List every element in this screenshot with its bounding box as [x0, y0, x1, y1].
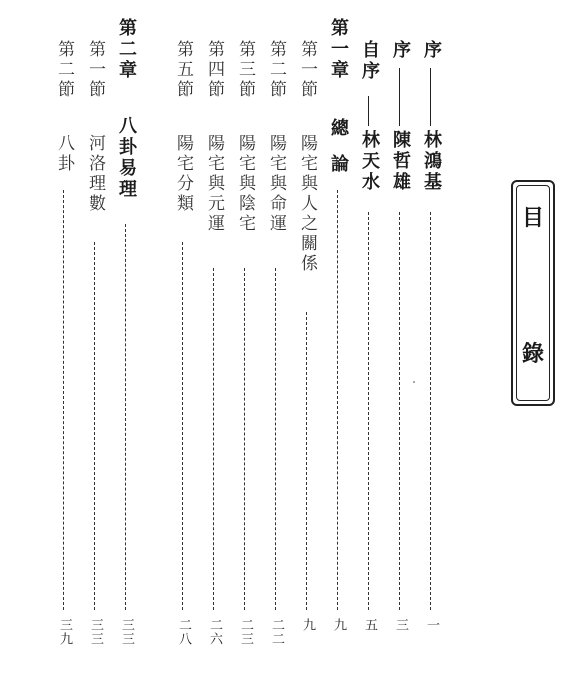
toc-entry-head: 第二章: [116, 18, 137, 81]
toc-entry-head: 第二節: [266, 40, 286, 100]
toc-entry-page: 九: [331, 618, 346, 632]
leader-dots: [430, 212, 431, 610]
toc-entry-page: 三: [393, 618, 408, 632]
toc-entry-head: 第五節: [173, 40, 193, 100]
toc-entry-ch1-section-3[interactable]: [232, 0, 258, 696]
toc-entry-head: 第一節: [297, 40, 317, 100]
toc-entry-title: 八卦易理: [116, 116, 137, 200]
toc-entry-head: 第四節: [204, 40, 224, 100]
toc-entry-page: 三三: [119, 618, 134, 646]
toc-entry-head: 第三節: [235, 40, 255, 100]
leader-dots: [182, 242, 183, 610]
toc-entry-title: 林鴻基: [421, 130, 442, 193]
toc-entry-page: 二六: [207, 618, 222, 646]
leader-dots: [244, 268, 245, 610]
toc-entry-page: 三三: [88, 618, 103, 646]
toc-entry-chapter-2[interactable]: [113, 0, 139, 696]
toc-entry-page: 二三: [238, 618, 253, 646]
toc-entry-ch2-section-2[interactable]: [51, 0, 77, 696]
leader-dots: [63, 190, 64, 610]
toc-entry-head: 第二節: [54, 40, 74, 100]
leader-dots: [368, 212, 369, 610]
scan-speck: [413, 381, 415, 383]
leader-dots: [337, 190, 338, 610]
toc-entry-title: 陽宅與陰宅: [235, 134, 255, 234]
toc-entry-title: 總論: [328, 118, 349, 190]
contents-title-box: [511, 180, 555, 406]
contents-title-char-1: 目: [521, 205, 544, 231]
toc-entry-page: 五: [362, 618, 377, 632]
toc-entry-preface-lin-hongji[interactable]: [418, 0, 444, 696]
contents-title-char-2: 錄: [521, 341, 544, 367]
toc-entry-title: 陽宅與命運: [266, 134, 286, 234]
leader-bar: [399, 68, 400, 126]
toc-entry-page: 二二: [269, 618, 284, 646]
leader-bar: [430, 68, 431, 126]
toc-entry-page: 三九: [57, 618, 72, 646]
toc-entry-head: 序: [390, 40, 411, 61]
toc-entry-ch1-section-1[interactable]: [294, 0, 320, 696]
leader-dots: [306, 312, 307, 610]
toc-entry-title: 河洛理數: [85, 134, 105, 214]
toc-entry-head: 序: [421, 40, 442, 61]
toc-entry-ch2-section-1[interactable]: [82, 0, 108, 696]
leader-dots: [125, 224, 126, 610]
toc-entry-page: 一: [424, 618, 439, 632]
toc-entry-title: 陽宅與人之關係: [297, 134, 317, 274]
leader-dots: [399, 212, 400, 610]
toc-entry-title: 陽宅與元運: [204, 134, 224, 234]
toc-entry-page: 九: [300, 618, 315, 632]
toc-entry-ch1-section-5[interactable]: [170, 0, 196, 696]
toc-entry-head: 第一節: [85, 40, 105, 100]
toc-entry-ch1-section-4[interactable]: [201, 0, 227, 696]
toc-entry-title: 林天水: [359, 130, 380, 193]
leader-dots: [94, 242, 95, 610]
toc-entry-title: 陳哲雄: [390, 130, 411, 193]
leader-dots: [213, 268, 214, 610]
toc-entry-title: 陽宅分類: [173, 134, 193, 214]
toc-entry-head: 第一章: [328, 18, 349, 81]
leader-bar: [368, 96, 369, 126]
toc-entry-chapter-1[interactable]: [325, 0, 351, 696]
toc-entry-title: 八卦: [54, 134, 74, 174]
toc-entry-head: 自序: [359, 40, 380, 82]
toc-entry-page: 二八: [176, 618, 191, 646]
toc-entry-author-preface[interactable]: [356, 0, 382, 696]
toc-entry-preface-chen-zhexiong[interactable]: [387, 0, 413, 696]
toc-entry-ch1-section-2[interactable]: [263, 0, 289, 696]
leader-dots: [275, 268, 276, 610]
